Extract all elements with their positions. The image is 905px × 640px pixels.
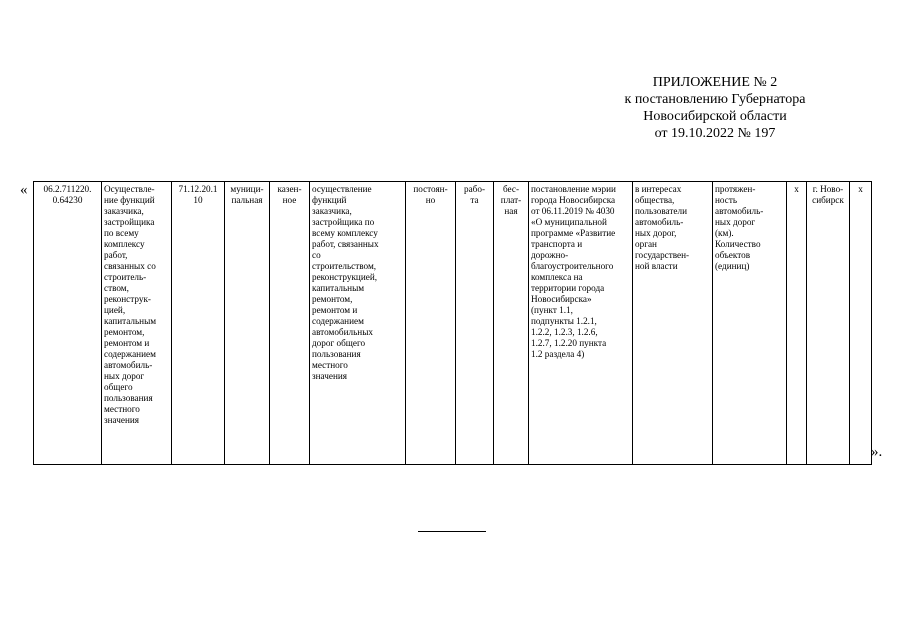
cell-consumers: в интересах общества, пользователи автомобиль- ных дорог, орган государствен- ной власти [633,182,713,465]
cell-okved: 71.12.20.1 10 [172,182,225,465]
cell-indicators: протяжен- ность автомобиль- ных дорог (км). Количество объектов (единиц) [713,182,787,465]
opening-quote: « [20,182,28,198]
cell-frequency: постоян- но [406,182,456,465]
cell-location: г. Ново- сибирск [807,182,850,465]
appendix-date: от 19.10.2022 № 197 [654,126,776,141]
cell-institution-type: казен- ное [270,182,310,465]
appendix-ref: к постановлению Губернатора [624,92,806,107]
cell-ownership: муници- пальная [225,182,270,465]
table-row [34,182,872,465]
closing-quote: ». [871,444,883,460]
cell-code: 06.2.711220. 0.64230 [34,182,102,465]
cell-payment: бес- плат- ная [494,182,529,465]
cell-name: Осуществле- ние функций заказчика, застройщика по всему комплексу работ, связанных со строитель- ством, реконструк- цией, капитальным ремонтом, ремонтом и содержанием автомобиль- ных дорог общего пользования местного значения [102,182,172,465]
cell-x1: х [787,182,807,465]
cell-x2: х [850,182,872,465]
cell-type: рабо- та [456,182,494,465]
cell-legal-basis: постановление мэрии города Новосибирска от 06.11.2019 № 4030 «О муниципальной программе «Развитие транспорта и дорожно- благоустроительного комплекса на территории города Новосибирска» (пункт 1.1, подпункты 1.2.1, 1.2.2, 1.2.3, 1.2.6, 1.2.7, 1.2.20 пункта 1.2 раздела 4) [529,182,633,465]
appendix-header [595,74,835,142]
separator-line [418,531,486,532]
registry-table [33,181,872,465]
appendix-region: Новосибирской области [643,109,787,124]
appendix-title: ПРИЛОЖЕНИЕ № 2 [652,75,778,90]
cell-content: осуществление функций заказчика, застройщика по всему комплексу работ, связанных со строительством, реконструкцией, капитальным ремонтом, ремонтом и содержанием автомобильных дорог общего пользования местного значения [310,182,406,465]
